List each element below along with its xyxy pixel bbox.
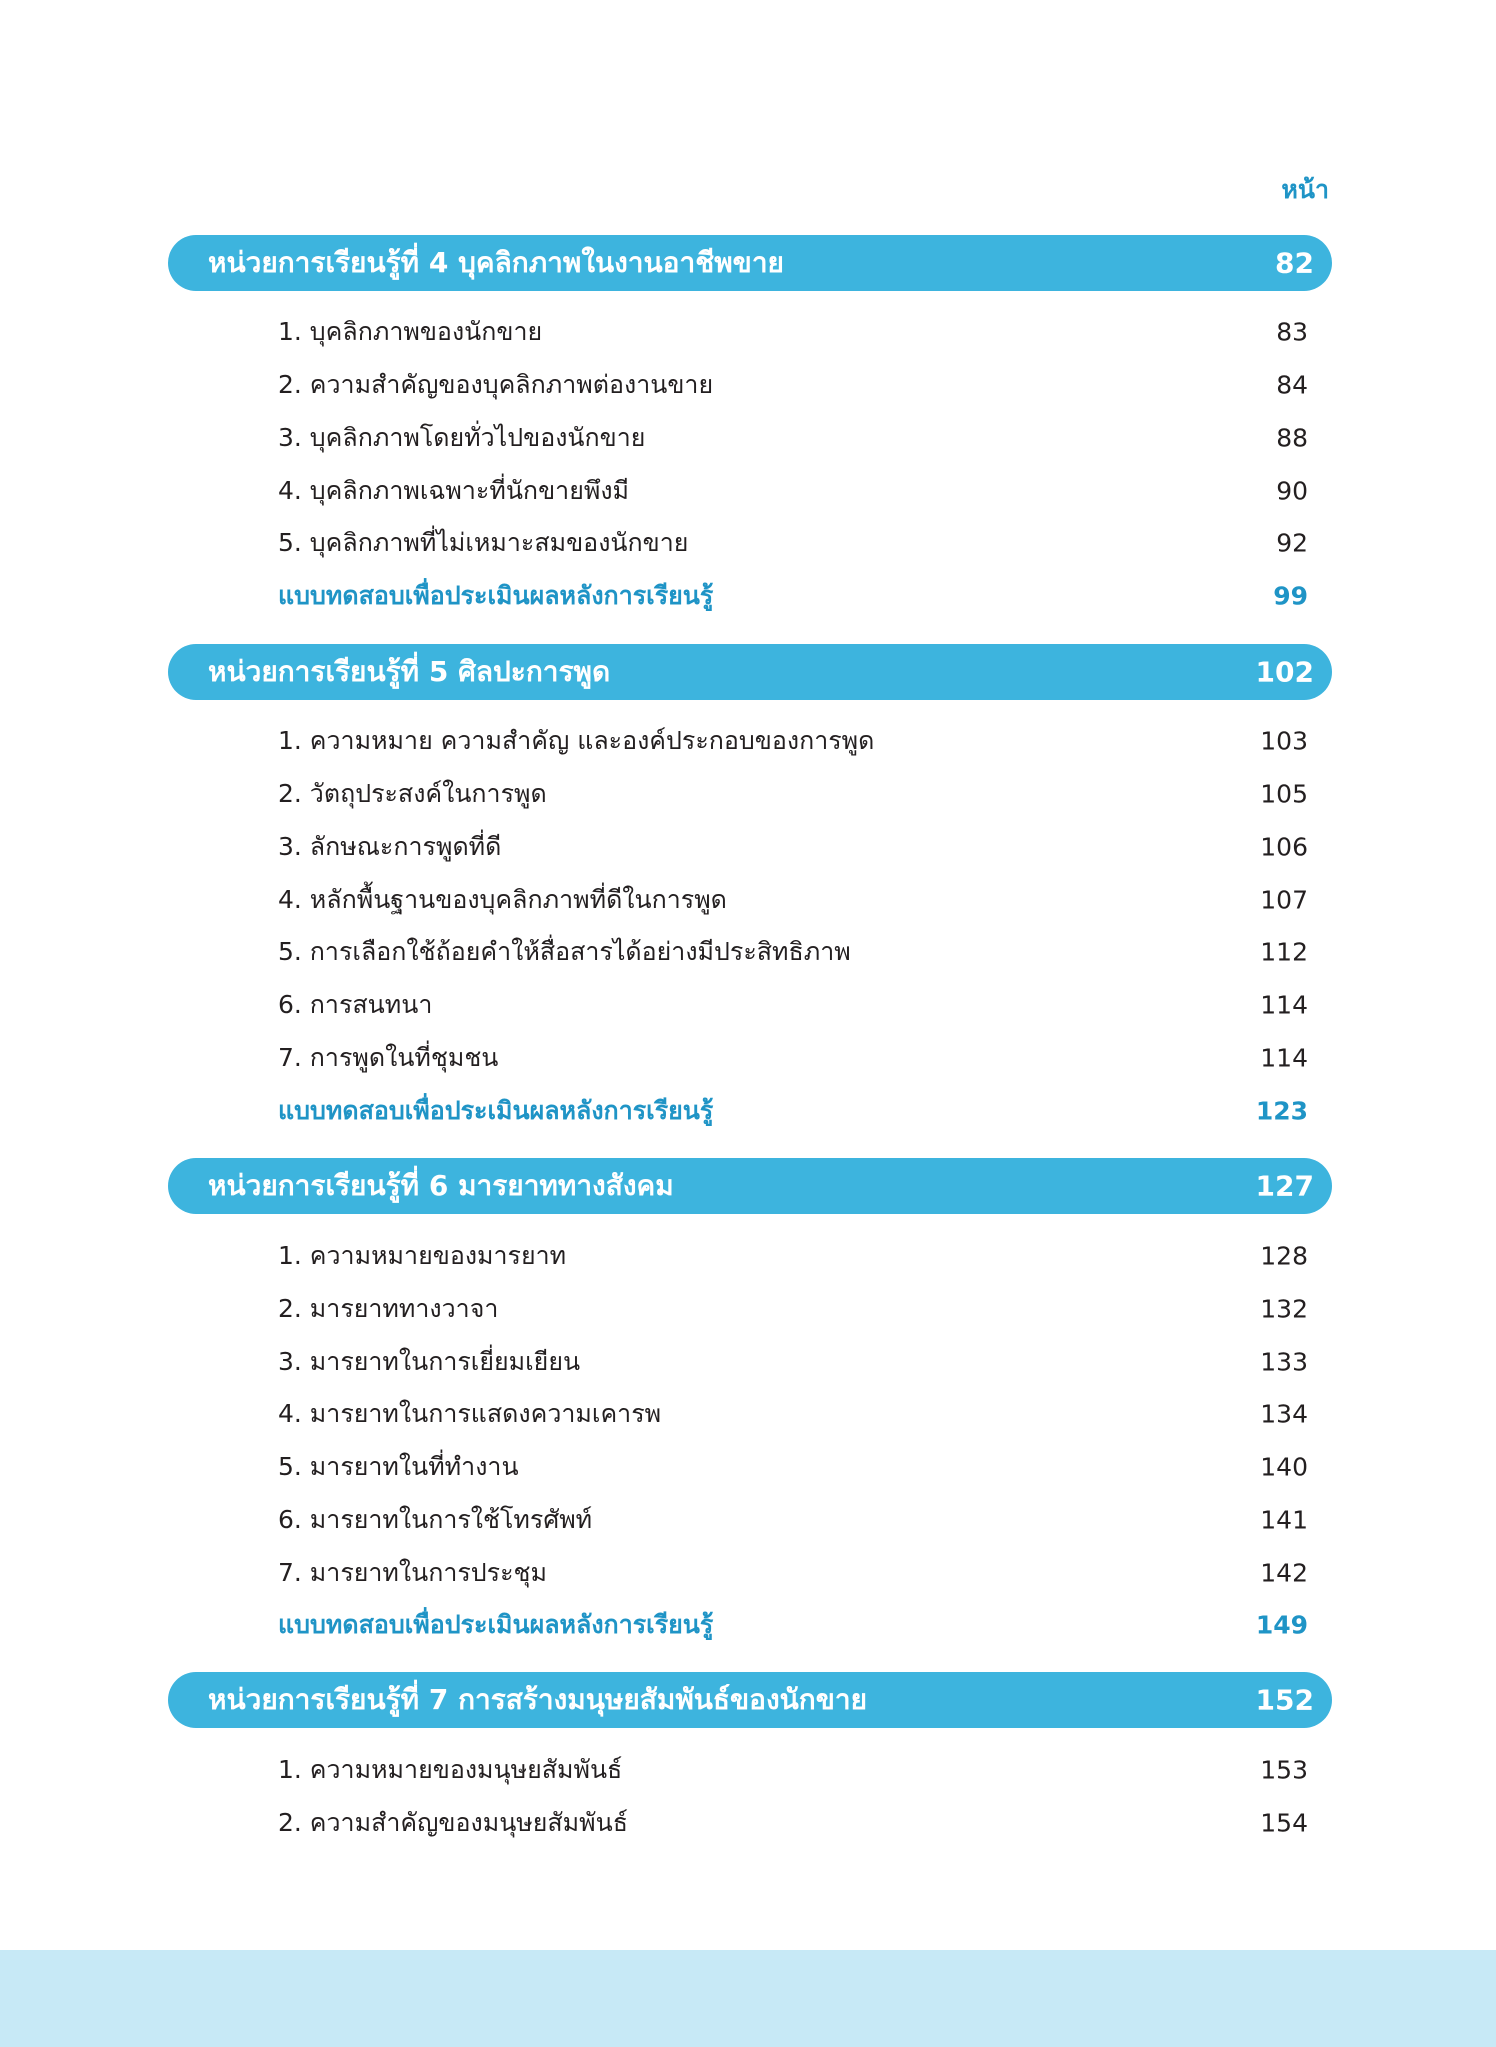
toc-entry[interactable] bbox=[278, 774, 1308, 814]
page-column-header: หน้า bbox=[1281, 175, 1329, 204]
entry-page-number: 128 bbox=[1260, 1241, 1308, 1271]
unit-page-number: 127 bbox=[1255, 1169, 1314, 1203]
entry-title: 6. การสนทนา bbox=[278, 990, 433, 1019]
entry-page-number: 88 bbox=[1276, 423, 1308, 453]
toc-entry[interactable] bbox=[278, 985, 1308, 1025]
toc-entry[interactable] bbox=[278, 523, 1308, 563]
toc-test-entry[interactable] bbox=[278, 576, 1308, 616]
toc-entry[interactable] bbox=[278, 1447, 1308, 1487]
entry-page-number: 112 bbox=[1260, 937, 1308, 967]
toc-entry[interactable] bbox=[278, 418, 1308, 458]
toc-entry[interactable] bbox=[278, 880, 1308, 920]
toc-entry[interactable] bbox=[278, 932, 1308, 972]
entry-title: 4. หลักพื้นฐานของบุคลิกภาพที่ดีในการพูด bbox=[278, 885, 727, 914]
unit-page-number: 102 bbox=[1255, 655, 1314, 689]
entry-title: 2. มารยาททางวาจา bbox=[278, 1294, 499, 1323]
toc-entry[interactable] bbox=[278, 312, 1308, 352]
entry-title: 1. ความหมายของมนุษยสัมพันธ์ bbox=[278, 1755, 623, 1784]
toc-entry[interactable] bbox=[278, 1038, 1308, 1078]
test-page-number: 149 bbox=[1255, 1610, 1308, 1640]
entry-title: 2. วัตถุประสงค์ในการพูด bbox=[278, 779, 547, 808]
entry-page-number: 114 bbox=[1260, 990, 1308, 1020]
entry-title: 5. การเลือกใช้ถ้อยคำให้สื่อสารได้อย่างมีประสิทธิภาพ bbox=[278, 937, 851, 966]
unit-heading-5[interactable] bbox=[168, 644, 1332, 700]
entry-page-number: 84 bbox=[1276, 370, 1308, 400]
entry-title: 4. บุคลิกภาพเฉพาะที่นักขายพึงมี bbox=[278, 476, 630, 505]
entry-page-number: 154 bbox=[1260, 1808, 1308, 1838]
entry-title: 3. ลักษณะการพูดที่ดี bbox=[278, 832, 502, 861]
toc-entry[interactable] bbox=[278, 1342, 1308, 1382]
unit-title: หน่วยการเรียนรู้ที่ 5 ศิลปะการพูด bbox=[208, 655, 611, 688]
test-title: แบบทดสอบเพื่อประเมินผลหลังการเรียนรู้ bbox=[278, 1610, 714, 1639]
test-title: แบบทดสอบเพื่อประเมินผลหลังการเรียนรู้ bbox=[278, 581, 714, 610]
toc-entry[interactable] bbox=[278, 1553, 1308, 1593]
entry-title: 3. บุคลิกภาพโดยทั่วไปของนักขาย bbox=[278, 423, 646, 452]
entry-page-number: 103 bbox=[1260, 726, 1308, 756]
toc-entry[interactable] bbox=[278, 471, 1308, 511]
entry-page-number: 114 bbox=[1260, 1043, 1308, 1073]
entry-title: 7. การพูดในที่ชุมชน bbox=[278, 1043, 499, 1072]
unit-heading-4[interactable] bbox=[168, 235, 1332, 291]
test-title: แบบทดสอบเพื่อประเมินผลหลังการเรียนรู้ bbox=[278, 1096, 714, 1125]
entry-title: 5. มารยาทในที่ทำงาน bbox=[278, 1452, 519, 1481]
toc-entry[interactable] bbox=[278, 1803, 1308, 1843]
test-page-number: 99 bbox=[1273, 581, 1308, 611]
entry-title: 6. มารยาทในการใช้โทรศัพท์ bbox=[278, 1505, 593, 1534]
entry-title: 7. มารยาทในการประชุม bbox=[278, 1558, 547, 1587]
unit-page-number: 82 bbox=[1275, 246, 1314, 280]
entry-title: 4. มารยาทในการแสดงความเคารพ bbox=[278, 1399, 662, 1428]
entry-page-number: 141 bbox=[1260, 1505, 1308, 1535]
entry-page-number: 133 bbox=[1260, 1347, 1308, 1377]
toc-entry[interactable] bbox=[278, 1236, 1308, 1276]
entry-page-number: 105 bbox=[1260, 779, 1308, 809]
entry-page-number: 134 bbox=[1260, 1399, 1308, 1429]
entry-page-number: 142 bbox=[1260, 1558, 1308, 1588]
toc-entry[interactable] bbox=[278, 1394, 1308, 1434]
unit-heading-7[interactable] bbox=[168, 1672, 1332, 1728]
entry-title: 1. ความหมายของมารยาท bbox=[278, 1241, 567, 1270]
unit-title: หน่วยการเรียนรู้ที่ 7 การสร้างมนุษยสัมพันธ์ของนักขาย bbox=[208, 1683, 867, 1716]
entry-page-number: 153 bbox=[1260, 1755, 1308, 1785]
entry-title: 1. ความหมาย ความสำคัญ และองค์ประกอบของการพูด bbox=[278, 726, 875, 755]
entry-page-number: 107 bbox=[1260, 885, 1308, 915]
unit-title: หน่วยการเรียนรู้ที่ 4 บุคลิกภาพในงานอาชีพขาย bbox=[208, 246, 784, 279]
entry-page-number: 83 bbox=[1276, 317, 1308, 347]
entry-page-number: 132 bbox=[1260, 1294, 1308, 1324]
entry-title: 2. ความสำคัญของมนุษยสัมพันธ์ bbox=[278, 1808, 628, 1837]
toc-entry[interactable] bbox=[278, 827, 1308, 867]
toc-test-entry[interactable] bbox=[278, 1091, 1308, 1131]
unit-title: หน่วยการเรียนรู้ที่ 6 มารยาททางสังคม bbox=[208, 1169, 674, 1202]
entry-title: 5. บุคลิกภาพที่ไม่เหมาะสมของนักขาย bbox=[278, 528, 689, 557]
footer-band bbox=[0, 1950, 1496, 2047]
unit-page-number: 152 bbox=[1255, 1683, 1314, 1717]
toc-entry[interactable] bbox=[278, 1750, 1308, 1790]
entry-title: 2. ความสำคัญของบุคลิกภาพต่องานขาย bbox=[278, 370, 714, 399]
entry-page-number: 140 bbox=[1260, 1452, 1308, 1482]
toc-entry[interactable] bbox=[278, 1500, 1308, 1540]
entry-page-number: 90 bbox=[1276, 476, 1308, 506]
toc-entry[interactable] bbox=[278, 365, 1308, 405]
entry-page-number: 106 bbox=[1260, 832, 1308, 862]
toc-entry[interactable] bbox=[278, 721, 1308, 761]
toc-test-entry[interactable] bbox=[278, 1605, 1308, 1645]
entry-title: 3. มารยาทในการเยี่ยมเยียน bbox=[278, 1347, 581, 1376]
unit-heading-6[interactable] bbox=[168, 1158, 1332, 1214]
entry-title: 1. บุคลิกภาพของนักขาย bbox=[278, 317, 543, 346]
test-page-number: 123 bbox=[1255, 1096, 1308, 1126]
entry-page-number: 92 bbox=[1276, 528, 1308, 558]
toc-entry[interactable] bbox=[278, 1289, 1308, 1329]
